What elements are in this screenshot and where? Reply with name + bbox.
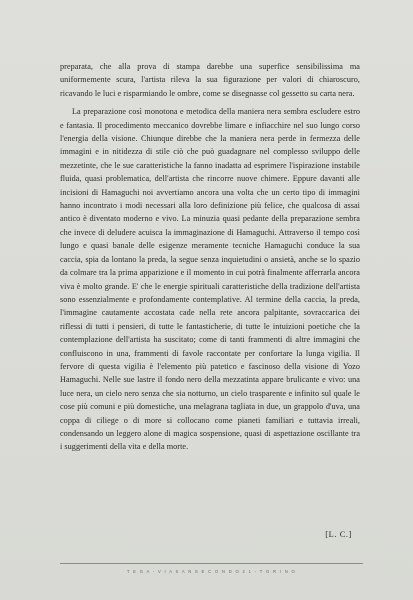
footer-divider xyxy=(60,563,363,564)
author-initials: [L. C.] xyxy=(325,530,352,539)
article-body xyxy=(60,60,360,454)
paragraph-main: La preparazione così monotona e metodica della maniera nera sembra escludere estro e fantasia. Il procedimento meccanico dovrebbe limare e infiacchire nel suo lungo corso l'energia della visione. Chiunque direbbe che la maniera nera perde in fermezza delle immagini e in nitidezza di stile ciò che può guadagnare nel complesso sviluppo delle mezzetinte, che le sue caratteristiche la fanno inadatta ad esprimere l'ispirazione instabile fluida, quasi problematica, dell'artista che rincorre nuove chimere. Eppure davanti alle incisioni di Hamaguchi noi avvertiamo ancora una volta che un certo tipo di immagini hanno incontrato i modi necessari alla loro definizione più felice, che qualcosa di assai antico è diventato moderno e vivo. La minuzia quasi pedante della preparazione sembra che invece di deludere acuisca la immaginazione di Hamaguchi. Attraverso il tempo così lungo e quasi banale delle esigenze meramente tecniche Hamaguchi conduce la sua caccia, spia da lontano la preda, la segue senza inquietudini o ansietà, anche se lo spazio da colmare tra la prima apparizione e il momento in cui potrà finalmente afferrarla ancora viva è molto grande. E' che le energie spirituali caratteristiche della tradizione dell'artista sono essenzialmente e profondamente contemplative. Al termine della caccia, la preda, l'immagine cautamente accostata cade nella rete ancora palpitante, sovraccarica dei riflessi di tutti i pensieri, di tutte le fantasticherie, di tutte le intuizioni poetiche che la contemplazione dell'artista ha suscitato; come di tanti frammenti di altre immagini che confluiscono in una, frammenti di favole raccontate per confortare la lunga vigilia. Il fervore di questa vigilia è l'elemento più patetico e fascinoso della visione di Yozo Hamaguchi. Nelle sue lastre il fondo nero della mezzatinta appare brulicante e vivo: una luce nera, un cielo nero senza che sia notturno, un cielo trasparente e infinito sul quale le cose più comuni e più domestiche, una melagrana tagliata in due, un grappolo d'uva, una coppa di ciliege o di more si collocano come pianeti familiari e tuttavia irreali, condensando un leggero alone di magica sospensione, quasi di aspettazione oscillante tra i suggerimenti della vita e della morte. xyxy=(60,107,360,452)
printer-footer: T E G A - V I A S A N S E C O N D O 2 1 - T O R I N O xyxy=(126,569,297,574)
paragraph-continued: preparata, che alla prova di stampa darebbe una superfice sensibilissima ma uniformemente scura, l'artista rileva la sua figurazione per valori di chiaroscuro, ricavando le luci e risparmiando le ombre, come se disegnasse col gessetto su carta nera. xyxy=(60,62,360,98)
